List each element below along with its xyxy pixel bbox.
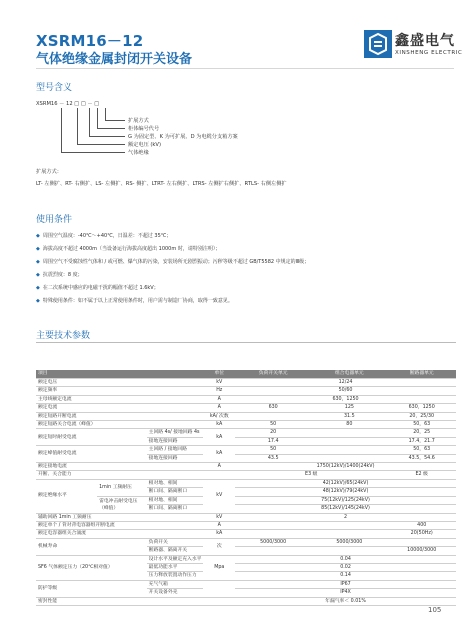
value-cell: E3 级 xyxy=(235,471,387,479)
unit-cell: kA/ 次数 xyxy=(203,412,235,420)
table-row xyxy=(36,555,456,563)
condition-item: ◆ 海拔高度不超过 4000m（当设备运行海拔高度超出 1000m 时，请特别注明）； xyxy=(36,246,221,252)
value-cell: 2 xyxy=(235,513,456,521)
row-label: 额定电容器组关合涌流 xyxy=(36,530,203,538)
value-cell: 630 xyxy=(235,404,311,412)
condition-item: ◆ 抗震烈度：8 度； xyxy=(36,272,83,278)
row-label: 额定短时耐受电流 xyxy=(36,429,147,446)
table-row xyxy=(36,379,456,387)
value-cell xyxy=(235,412,311,420)
value-cell: 0.14 xyxy=(235,572,456,580)
value-cell: 5000/3000 xyxy=(235,538,311,546)
table-row xyxy=(36,496,456,504)
column-header: 项目 xyxy=(36,370,203,379)
table-row xyxy=(36,446,456,454)
value-cell: 42(12kV)/65(24kV) xyxy=(235,479,456,487)
unit-cell: A xyxy=(203,395,235,403)
value-cell xyxy=(387,538,456,546)
row-label: 主母线额定电流 xyxy=(36,395,203,403)
logo-chinese-name: 鑫盛电气 xyxy=(395,33,455,49)
value-cell xyxy=(311,446,387,454)
row-label: 密封性能 xyxy=(36,597,203,605)
diamond-bullet-icon: ◆ xyxy=(36,298,40,304)
value-cell xyxy=(235,521,311,529)
row-label: 额定频率 xyxy=(36,387,203,395)
value-cell xyxy=(311,521,387,529)
value-cell xyxy=(311,547,387,555)
table-row xyxy=(36,538,456,546)
unit-cell: kA xyxy=(203,530,235,538)
table-row xyxy=(36,471,456,479)
unit-cell: A xyxy=(203,404,235,412)
table-row xyxy=(36,521,456,529)
specs-heading-rule xyxy=(36,342,456,343)
table-row xyxy=(36,580,456,588)
unit-cell xyxy=(203,597,235,605)
table-row xyxy=(36,479,456,487)
table-row xyxy=(36,404,456,412)
extension-text: LT- 左侧扩、RT- 右侧扩、LS- 左侧扩、RS- 侧扩、LTRT- 左右侧扩、LTRS- 左侧扩右侧扩、RTLS- 右侧左侧扩 xyxy=(36,181,287,187)
unit-cell: kV xyxy=(203,379,235,387)
table-row xyxy=(36,513,456,521)
specs-table xyxy=(36,370,456,606)
diamond-bullet-icon: ◆ xyxy=(36,259,40,265)
value-cell: 17.4 xyxy=(235,437,311,445)
row-sublabel: 断路器、隔离开关 xyxy=(147,547,204,555)
row-label: 辅助回路 1min 工频耐压 xyxy=(36,513,203,521)
table-row xyxy=(36,597,456,605)
diamond-bullet-icon: ◆ xyxy=(36,272,40,278)
table-header-row xyxy=(36,370,456,379)
condition-item: ◆ 在二次系统中感应的电磁干扰的幅值不超过 1.6kV； xyxy=(36,285,159,291)
model-item: 气体绝缘 xyxy=(128,150,149,156)
row-sublabel: 开关设备外壳 xyxy=(147,589,204,597)
section-heading-specs: 主要技术参数 xyxy=(36,331,91,341)
value-cell: 50 xyxy=(235,421,311,429)
logo-mark-icon xyxy=(364,30,392,58)
page-title: XSRM16－12 xyxy=(36,32,144,50)
logo-english-name: XINSHENG ELECTRIC xyxy=(395,50,463,56)
value-cell: 年漏气率＜ 0.01% xyxy=(235,597,456,605)
unit-cell: kV xyxy=(203,479,235,513)
value-cell xyxy=(311,437,387,445)
row-sublabel: 接地连接回路 xyxy=(147,454,204,462)
unit-cell: Mpa xyxy=(203,555,235,580)
value-cell: 630，1250 xyxy=(235,395,456,403)
column-header: 负荷开关单元 xyxy=(235,370,311,379)
table-row xyxy=(36,429,456,437)
value-cell: E2 级 xyxy=(387,471,456,479)
value-cell: 1750(12kV)/1400(24kV) xyxy=(235,463,456,471)
condition-item: ◆ 周围空气不受腐蚀性气体和 / 或可燃、爆气体的污染，安装场所无剧烈振动；污秽等级不超过 GB/T5582 中规定的Ⅲ级； xyxy=(36,259,310,265)
row-label: 额定短路关合电流（峰值） xyxy=(36,421,203,429)
row-label: 防护等级 xyxy=(36,580,147,597)
extension-title: 扩展方式： xyxy=(36,169,62,175)
diamond-bullet-icon: ◆ xyxy=(36,233,40,239)
row-sublabel: 负荷开关 xyxy=(147,538,204,546)
row-sublabel: 接地连接回路 xyxy=(147,437,204,445)
row-label: 额定峰值耐受电流 xyxy=(36,446,147,463)
row-sublabel: 相对地、相间 xyxy=(147,496,204,504)
value-cell: 43.5，54.6 xyxy=(387,454,456,462)
page-number: 105 xyxy=(428,606,442,614)
model-item: G 为固定型、K 为可扩展、D 为电缆分支箱方案 xyxy=(128,134,238,140)
unit-cell: A xyxy=(203,463,235,471)
value-cell: 31.5 xyxy=(311,412,387,420)
value-cell xyxy=(311,429,387,437)
value-cell: 75(12kV)/125(24kV) xyxy=(235,496,456,504)
value-cell: 10000/3000 xyxy=(387,547,456,555)
value-cell: 20，25 xyxy=(387,429,456,437)
value-cell: 0.02 xyxy=(235,563,456,571)
row-sublabel: 充气气箱 xyxy=(147,580,204,588)
column-header: 单位 xyxy=(203,370,235,379)
row-sublabel: 主回路 / 接地回路 xyxy=(147,446,204,454)
value-cell: 5000/3000 xyxy=(311,538,387,546)
model-item: 柜体编号代号 xyxy=(128,126,160,132)
value-cell: 43.5 xyxy=(235,454,311,462)
value-cell: 400 xyxy=(387,521,456,529)
value-cell: 85(12kV)/145(24kV) xyxy=(235,505,456,513)
row-sublabel: 主回路 4s/ 接地回路 4s xyxy=(147,429,204,437)
row-sublabel: 压力释放装置动作压力 xyxy=(147,572,204,580)
unit-cell: Hz xyxy=(203,387,235,395)
table-row xyxy=(36,530,456,538)
value-cell: 50/60 xyxy=(235,387,456,395)
table-row xyxy=(36,387,456,395)
value-cell: 20，25/30 xyxy=(387,412,456,420)
value-cell: 50，63 xyxy=(387,421,456,429)
value-cell: IP67 xyxy=(235,580,456,588)
value-cell: 50，63 xyxy=(387,446,456,454)
table-row xyxy=(36,421,456,429)
row-label: 机械寿命 xyxy=(36,538,147,555)
row-label: 额定单个 / 背对背电容器组开断电流 xyxy=(36,521,203,529)
page-subtitle: 气体绝缘金属封闭开关设备 xyxy=(36,52,193,67)
unit-cell: kA xyxy=(203,446,235,463)
row-group-label: 雷电冲击耐受电压（峰值） xyxy=(97,496,147,513)
value-cell xyxy=(235,547,311,555)
condition-item: ◆ 周围空气温度：-40℃～+40℃，日温差：不超过 35℃； xyxy=(36,233,172,239)
row-sublabel: 最低功能水平 xyxy=(147,563,204,571)
value-cell xyxy=(311,454,387,462)
company-logo xyxy=(364,30,463,64)
row-label: 额定短路开断电流 xyxy=(36,412,203,420)
value-cell: IP4X xyxy=(235,589,456,597)
value-cell: 48(12kV)/79(24kV) xyxy=(235,488,456,496)
value-cell: 630，1250 xyxy=(387,404,456,412)
value-cell: 17.4，21.7 xyxy=(387,437,456,445)
diamond-bullet-icon: ◆ xyxy=(36,285,40,291)
diamond-bullet-icon: ◆ xyxy=(36,246,40,252)
value-cell: 20 xyxy=(235,429,311,437)
value-cell xyxy=(311,530,387,538)
value-cell: 12/24 xyxy=(235,379,456,387)
row-label: SF6 气体额定压力（20℃相对值） xyxy=(36,555,147,580)
value-cell: 20(50Hz) xyxy=(387,530,456,538)
table-row xyxy=(36,412,456,420)
row-sublabel: 设计水平及额定充入水平 xyxy=(148,556,202,562)
row-label: 额定绝缘水平 xyxy=(36,479,97,513)
column-header: 组合电器单元 xyxy=(311,370,387,379)
unit-cell: kA xyxy=(203,421,235,429)
row-label: 开断、关合能力 xyxy=(36,471,203,479)
model-item: 额定电压 (kV) xyxy=(128,142,161,148)
unit-cell: kA xyxy=(203,429,235,446)
value-cell: 80 xyxy=(311,421,387,429)
row-label: 额定接地电流 xyxy=(36,463,203,471)
unit-cell xyxy=(203,471,235,479)
row-label: 额定电压 xyxy=(36,379,203,387)
unit-cell: A xyxy=(203,521,235,529)
model-code: XSRM16 － 12 □ □ － □ xyxy=(36,101,100,107)
row-sublabel: 断口间、隔离断口 xyxy=(147,505,204,513)
column-header: 断路器单元 xyxy=(387,370,456,379)
value-cell: 125 xyxy=(311,404,387,412)
section-heading-model: 型号含义 xyxy=(36,83,73,93)
table-row xyxy=(36,463,456,471)
header-divider xyxy=(36,68,454,69)
section-heading-conditions: 使用条件 xyxy=(36,215,73,225)
condition-item: ◆ 特殊使用条件：如不属于以上正常使用条件时，用户需与制造厂协商，取得一致意见。 xyxy=(36,298,233,304)
row-group-label: 1min 工频耐压 xyxy=(97,479,147,496)
unit-cell xyxy=(203,580,235,597)
row-label: 额定电流 xyxy=(36,404,203,412)
value-cell: 50 xyxy=(235,446,311,454)
table-row xyxy=(36,395,456,403)
value-cell xyxy=(235,530,311,538)
row-sublabel: 相对地、相间 xyxy=(147,479,204,487)
unit-cell: kV xyxy=(203,513,235,521)
value-cell: 0.04 xyxy=(235,555,456,563)
unit-cell: 次 xyxy=(203,538,235,555)
row-sublabel: 断口间、隔离断口 xyxy=(147,488,204,496)
model-item: 扩展方式 xyxy=(128,118,149,124)
